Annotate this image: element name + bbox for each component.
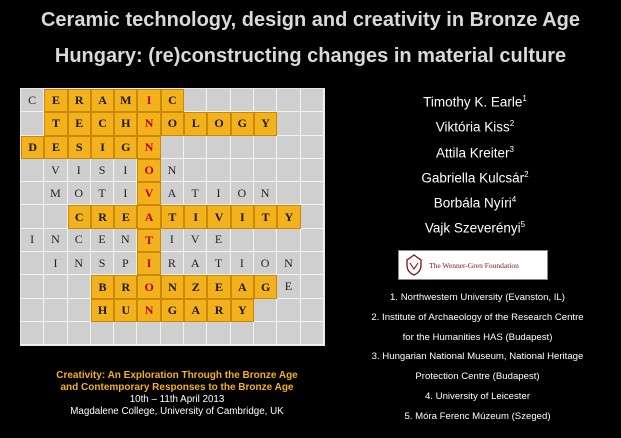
grid-cell: C — [68, 205, 91, 228]
grid-cell — [301, 299, 324, 322]
title-line-1: Ceramic technology, design and creativity in Bronze Age — [40, 9, 580, 31]
grid-cell: N — [137, 299, 160, 322]
grid-cell: G — [161, 299, 184, 322]
grid-cell: N — [114, 229, 137, 252]
grid-cell — [184, 159, 207, 182]
grid-cell: V — [184, 229, 207, 252]
grid-cell — [254, 136, 277, 159]
grid-cell: I — [184, 205, 207, 228]
grid-cell: I — [21, 229, 44, 252]
grid-cell: E — [44, 89, 67, 112]
grid-cell: B — [91, 275, 114, 298]
grid-cell: I — [207, 182, 230, 205]
conference-info — [18, 370, 336, 418]
grid-cell: V — [44, 159, 67, 182]
affiliation-line: for the Humanities HAS (Budapest) — [402, 331, 553, 343]
grid-cell — [114, 322, 137, 345]
grid-cell: T — [137, 229, 160, 252]
grid-cell — [277, 112, 300, 135]
grid-cell: N — [44, 229, 67, 252]
grid-cell — [301, 275, 324, 298]
grid-cell — [254, 229, 277, 252]
grid-cell — [21, 322, 44, 345]
grid-cell: V — [137, 182, 160, 205]
grid-cell — [21, 299, 44, 322]
author-item — [350, 212, 600, 237]
grid-cell — [207, 136, 230, 159]
grid-cell — [91, 322, 114, 345]
grid-cell — [277, 182, 300, 205]
grid-cell: A — [161, 182, 184, 205]
title-line-2: Hungary: (re)constructing changes in material culture — [54, 45, 567, 67]
grid-cell — [21, 182, 44, 205]
grid-cell — [44, 275, 67, 298]
grid-cell: L — [184, 112, 207, 135]
grid-cell — [231, 229, 254, 252]
grid-cell — [44, 205, 67, 228]
author-name: Gabriella Kulcsár — [421, 170, 525, 186]
grid-cell — [44, 322, 67, 345]
grid-cell: O — [254, 252, 277, 275]
affiliation-list — [340, 288, 615, 427]
grid-cell — [301, 252, 324, 275]
grid-cell: T — [44, 112, 67, 135]
grid-cell — [184, 136, 207, 159]
grid-cell: Z — [184, 275, 207, 298]
author-affiliation-number: 5 — [520, 220, 526, 230]
crossword-grid — [20, 88, 325, 346]
grid-cell — [254, 322, 277, 345]
affiliation-line: 5. Móra Ferenc Múzeum (Szeged) — [404, 410, 551, 422]
grid-cell — [207, 322, 230, 345]
grid-cell: A — [184, 299, 207, 322]
grid-cell — [301, 229, 324, 252]
grid-cell: N — [68, 252, 91, 275]
grid-cell: O — [137, 275, 160, 298]
author-item — [350, 137, 600, 162]
grid-cell: Y — [254, 112, 277, 135]
grid-cell — [301, 159, 324, 182]
grid-cell: R — [91, 205, 114, 228]
grid-cell — [254, 159, 277, 182]
grid-cell: A — [137, 205, 160, 228]
author-item — [350, 162, 600, 187]
affiliation-line: 1. Northwestern University (Evanston, IL) — [390, 292, 565, 303]
grid-cell: I — [161, 229, 184, 252]
grid-cell: T — [161, 205, 184, 228]
grid-cell: C — [68, 229, 91, 252]
grid-cell: H — [114, 112, 137, 135]
grid-cell: S — [91, 159, 114, 182]
affiliation-line: 4. University of Leicester — [424, 390, 531, 402]
grid-cell: I — [114, 182, 137, 205]
grid-cell: E — [44, 136, 67, 159]
grid-cell — [68, 322, 91, 345]
author-item — [350, 111, 600, 136]
logo-text: The Wenner-Gren Foundation — [429, 260, 519, 270]
foundation-emblem-icon — [403, 253, 425, 277]
grid-cell: M — [114, 89, 137, 112]
grid-cell: I — [114, 159, 137, 182]
grid-cell — [254, 89, 277, 112]
grid-cell: O — [137, 159, 160, 182]
grid-cell: E — [207, 275, 230, 298]
grid-cell — [277, 136, 300, 159]
grid-cell: I — [44, 252, 67, 275]
grid-cell: O — [161, 112, 184, 135]
author-name: Attila Kreiter — [436, 145, 510, 161]
author-affiliation-number: 1 — [522, 94, 527, 103]
conference-title-line-1: Creativity: An Exploration Through the Bronze Age — [56, 370, 298, 381]
grid-cell — [301, 112, 324, 135]
grid-cell: T — [207, 252, 230, 275]
grid-cell: E — [114, 205, 137, 228]
grid-cell — [277, 159, 300, 182]
author-affiliation-number: 3 — [509, 144, 514, 154]
grid-cell: V — [207, 205, 230, 228]
grid-cell — [301, 205, 324, 228]
grid-cell: E — [91, 229, 114, 252]
grid-cell: R — [161, 252, 184, 275]
grid-cell — [301, 89, 324, 112]
author-name: Timothy K. Earle — [423, 94, 523, 110]
grid-cell: R — [114, 275, 137, 298]
author-name: Viktória Kiss — [435, 119, 510, 135]
author-affiliation-number: 2 — [524, 169, 529, 179]
grid-cell: I — [231, 252, 254, 275]
grid-cell: A — [231, 275, 254, 298]
grid-cell — [254, 299, 277, 322]
grid-cell — [231, 89, 254, 112]
grid-cell — [231, 159, 254, 182]
grid-cell: O — [231, 182, 254, 205]
grid-cell: C — [91, 112, 114, 135]
author-name: Vajk Szeverényi — [424, 220, 521, 236]
grid-cell: G — [114, 136, 137, 159]
grid-cell: I — [91, 136, 114, 159]
grid-cell — [301, 182, 324, 205]
grid-cell — [21, 252, 44, 275]
grid-cell: D — [21, 136, 44, 159]
grid-cell: T — [184, 182, 207, 205]
affiliation-line: 3. Hungarian National Museum, National Heritage — [371, 351, 584, 363]
grid-cell: Y — [231, 299, 254, 322]
grid-cell — [44, 299, 67, 322]
author-item — [350, 86, 600, 111]
grid-cell: N — [161, 159, 184, 182]
grid-cell — [277, 299, 300, 322]
grid-cell: N — [161, 275, 184, 298]
grid-cell: U — [114, 299, 137, 322]
grid-cell — [21, 205, 44, 228]
grid-cell — [21, 275, 44, 298]
grid-cell: E — [207, 229, 230, 252]
grid-cell — [301, 136, 324, 159]
conference-venue: Magdalene College, University of Cambridge, UK — [70, 406, 284, 417]
grid-cell: M — [44, 182, 67, 205]
author-name: Borbála Nyíri — [433, 195, 512, 211]
grid-cell — [68, 299, 91, 322]
grid-cell — [207, 89, 230, 112]
grid-cell — [301, 322, 324, 345]
affiliation-line: 2. Institute of Archaeology of the Research Centre — [371, 311, 584, 323]
affiliation-line: Protection Centre (Budapest) — [415, 371, 540, 383]
grid-cell: R — [68, 89, 91, 112]
grid-cell: N — [254, 182, 277, 205]
grid-cell — [231, 136, 254, 159]
grid-cell: E — [68, 112, 91, 135]
grid-cell: R — [207, 299, 230, 322]
grid-cell: G — [254, 275, 277, 298]
grid-cell — [277, 89, 300, 112]
grid-cell — [161, 322, 184, 345]
author-item — [350, 187, 600, 212]
grid-cell: Y — [277, 205, 300, 228]
grid-cell: I — [137, 89, 160, 112]
grid-cell: T — [254, 205, 277, 228]
grid-cell — [68, 275, 91, 298]
grid-cell — [21, 159, 44, 182]
grid-cell — [184, 322, 207, 345]
grid-cell: I — [137, 252, 160, 275]
grid-cell — [277, 229, 300, 252]
grid-cell: O — [207, 112, 230, 135]
conference-dates: 10th – 11th April 2013 — [129, 394, 225, 405]
author-list — [350, 86, 600, 238]
grid-cell: N — [277, 252, 300, 275]
grid-cell: C — [21, 89, 44, 112]
grid-cell: G — [231, 112, 254, 135]
grid-cell: E — [277, 275, 300, 298]
author-affiliation-number: 4 — [511, 195, 517, 205]
grid-cell: S — [68, 136, 91, 159]
grid-cell — [277, 322, 300, 345]
conference-title-line-2: and Contemporary Responses to the Bronze Age — [60, 382, 294, 393]
grid-cell: N — [137, 136, 160, 159]
author-affiliation-number: 2 — [509, 119, 515, 129]
grid-cell: A — [91, 89, 114, 112]
grid-cell: S — [91, 252, 114, 275]
wenner-gren-logo — [398, 250, 548, 280]
grid-cell — [161, 136, 184, 159]
grid-cell — [231, 322, 254, 345]
grid-cell: C — [161, 89, 184, 112]
grid-cell: I — [231, 205, 254, 228]
grid-cell — [137, 322, 160, 345]
grid-cell — [21, 112, 44, 135]
grid-cell: T — [91, 182, 114, 205]
grid-cell — [184, 89, 207, 112]
grid-cell: N — [137, 112, 160, 135]
grid-cell: H — [91, 299, 114, 322]
grid-cell: A — [184, 252, 207, 275]
grid-cell: O — [68, 182, 91, 205]
grid-cell: P — [114, 252, 137, 275]
grid-cell — [207, 159, 230, 182]
grid-cell: I — [68, 159, 91, 182]
